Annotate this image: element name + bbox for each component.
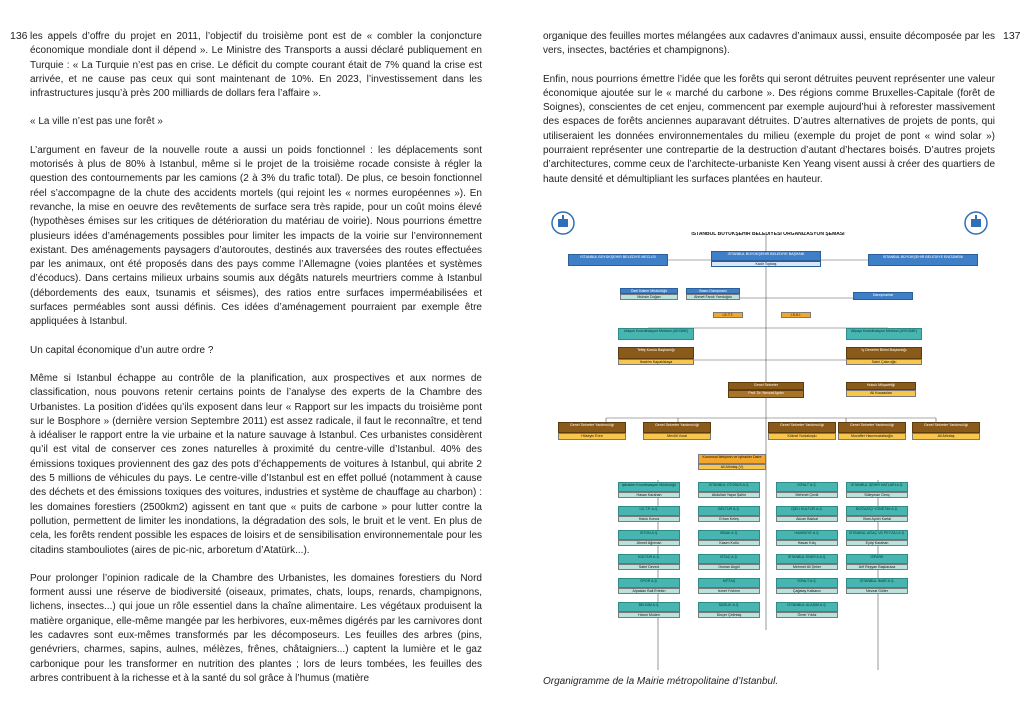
company-head-name: Hasan Kılıç <box>776 540 838 546</box>
ic-denetim-name: Sabri Çakıroğlu <box>846 359 922 365</box>
genel-sekreter-name: Prof. Dr. Nevzat Aydın <box>728 390 804 398</box>
ic-denetim-box: İç Denetim Birimi Başkanlığı <box>846 347 922 359</box>
company-name-box: HAMİDİYE A.Ş. <box>776 530 838 540</box>
company-head-name: Çağatay Kalkancı <box>776 588 838 594</box>
org-chart-connectors <box>548 210 991 670</box>
yardimci-3-box: Genel Sekreter Yardımcılığı <box>768 422 836 433</box>
company-head-name: Erhan Keleş <box>698 516 760 522</box>
basin-box: Basın Danışmanı <box>686 288 740 294</box>
company-name-box: İ.D.T.P. A.Ş. <box>618 506 680 516</box>
company-name-box: BELTUR A.Ş. <box>698 506 760 516</box>
yardimci-1-box: Genel Sekreter Yardımcılığı <box>558 422 626 433</box>
yardimci-2-name: Mevlüt Vural <box>643 433 711 440</box>
paragraph: Enfin, nous pourrions émettre l’idée que les forêts qui seront détruites peuvent représenter une valeur économique ajoutée sur le « marché du carbone ». Des régions comme Bruxelles-Capitale (forêt de Soignes), conscientes de cet enjeu, commencent par exemple aujourd’hui à reforester massivement des espaces de forêts anciennes auparavant détruites. D’autres alternatives de projets de ponts, qui utiliseraient les données environnementales du milieu (exemple du projet de pont « wind solar ») pourraient représenter une contrepartie de la destruction d’autant d’hectares boisés. D’autres projets d’architectures, comme ceux de l’architecte-urbaniste Ken Yeang visent aussi à créer des quartiers de haute densité et démultipliant les surfaces plantées en hauteur. <box>543 73 995 185</box>
yardimci-5-name: Ali Altıntaş <box>912 433 980 440</box>
aykome-box: Altyapı Koordinasyon Merkezi (AYKOME) <box>846 328 922 340</box>
iski-box: İ.S.K.İ. <box>781 312 811 318</box>
section-heading: Un capital économique d’un autre ordre ? <box>30 344 214 356</box>
company-head-name: Harun Muden <box>618 612 680 618</box>
company-head-name: İlhan Aydın Kartal <box>846 516 908 522</box>
company-head-name: Arif Reşyan Başkaraca <box>846 564 908 570</box>
company-name-box: SPOR A.Ş. <box>618 578 680 588</box>
paragraph: L’argument en faveur de la nouvelle route a aussi un poids fonctionnel : les déplacements sont motorisés à plus de 80% à Istanbul, même si le projet de la troisième rocade consiste à régler la question des contournements par les camions (2 à 3% du trafic total). De plus, ce besoin fonctionnel réel s’accompagne de la chute des accidents mortels (qui rejoint les « normes européennes »). En revanche, la mise en oeuvre des revêtements de surface sera très rapide, pour un coût moins élevé (hypothèses émises sur les critiques de détérioration du matériau de voirie). Nous pourrions émettre plusieurs idées d’aménagements possibles pour limiter les impacts de la voirie sur l’environnement existant. Des aménagements paysagers d’autoroutes, destinés aux traversées des routes effectuées par les animaux, ont été proposés dans des pays comme l’Allemagne (voies plantées et systèmes d’écoducs). Dans certains milieux urbains soumis aux dégâts naturels meurtriers comme à Istanbul (débordements des eaux, tsunamis et séismes), des ratios entre surfaces imperméabilisées et surfaces perméables sont aussi définis. Ces idées d’aménagement pourraient par exemple être appliquées à Istanbul. <box>30 144 482 328</box>
company-head-name: Mehmet Çevik <box>776 492 838 498</box>
danisman-box: Danışmanlar <box>853 292 913 300</box>
kurumsal-box: Kurumsal İletişimin ve İştirakler Daire <box>698 454 766 464</box>
right-text-column <box>543 30 995 201</box>
company-head-name: Ömer Yıldız <box>776 612 838 618</box>
company-head-name: Sabri Deveci <box>618 564 680 570</box>
yardimci-4-box: Genel Sekreter Yardımcılığı <box>838 422 906 433</box>
company-head-name: Osman Akgül <box>698 564 760 570</box>
left-page-number: 136 <box>10 30 28 42</box>
ozel-kalem-name: Muhsin Doğan <box>620 294 678 300</box>
paragraph: Pour prolonger l’opinion radicale de la Chambre des Urbanistes, les domaines forestiers du Nord forment aussi une réserve de biodiversité (oiseaux, primates, chats, loups, renards, champignons, lichens, insectes...) qui joue un rôle essentiel dans la chaîne alimentaire. Les végétaux produisent la matière organique, elle-même mangée par les herbivores, eux-mêmes digérés par les carnivores dont les cadavres sont eux-mêmes transformés par les décomposeurs. Les feuilles des arbres (pins, genévriers, charmes, sapins, aulnes, mélèzes, frênes, châtaigniers...) captent la lumière et le gaz carbonique pour les transformer en nutrition des plantes ; lors de leurs tombées, les feuilles des arbres contribuent à la richesse et à la santé du sol grâce à l’humus (matière <box>30 572 482 684</box>
yardimci-2-box: Genel Sekreter Yardımcılığı <box>643 422 711 433</box>
hukuk-box: Hukuk Müşavirliği <box>846 382 916 390</box>
company-head-name: Süleyman Genç <box>846 492 908 498</box>
figure-caption: Organigramme de la Mairie métropolitaine d’Istanbul. <box>543 676 779 687</box>
genel-sekreter-box: Genel Sekreter <box>728 382 804 390</box>
company-head-name: Abdullah Yaşar Şahin <box>698 492 760 498</box>
company-head-name: Dinçer Çetintaş <box>698 612 760 618</box>
basin-name: Ahmet Faruk Yarıdoğdu <box>686 294 740 300</box>
paragraph: les appels d’offre du projet en 2011, l’objectif du troisième pont est de « combler la conjoncture économique mondiale dont il dépend ». Le Ministre des Transports a aussi déclaré publiquement en Turquie : « La Turquie n’est pas en crise. Le déficit du compte courant était de 7% quand la crise est arrivée, et ne cause pas ceux qui sont maintenant de 10%. En 2023, l’investissement dans les infrastructures jusqu’à près 200 milliards de dollars fera l’affaire ». <box>30 31 482 100</box>
yardimci-1-name: Hüseyin Eren <box>558 433 626 440</box>
company-name-box: İştirakler Koordinasyon Müdürlüğü <box>618 482 680 492</box>
company-name-box: İSFALT A.Ş. <box>776 482 838 492</box>
company-name-box: İŞELİ KÜLTÜR A.Ş. <box>776 506 838 516</box>
company-name-box: İSPALT A.Ş. <box>776 578 838 588</box>
company-name-box: BOĞAZİÇİ YÖNETİM A.Ş. <box>846 506 908 516</box>
company-head-name: Eyüp Karahan <box>846 540 908 546</box>
company-name-box: KÜLTÜR A.Ş. <box>618 554 680 564</box>
hukuk-name: Ali Kocaaslan <box>846 390 916 397</box>
company-head-name: Nevzat Gülter <box>846 588 908 594</box>
company-name-box: SAĞLIK A.Ş. <box>698 602 760 612</box>
kurumsal-name: Ali Altıntaş (V) <box>698 464 766 470</box>
ibb-logo-right-icon <box>963 210 989 236</box>
right-page-number: 137 <box>1003 30 1021 42</box>
company-head-name: Haluk Konca <box>618 516 680 522</box>
org-chart <box>548 210 991 670</box>
company-head-name: İsmet Yıldırım <box>698 588 760 594</box>
company-name-box: İSTANBUL ŞEHİR HATLARI A.Ş. <box>846 482 908 492</box>
company-name-box: İSTANBUL ENERJİ A.Ş. <box>776 554 838 564</box>
iett-box: İ.E.T.T. <box>713 312 743 318</box>
company-name-box: İSTANBUL AĞAÇ VE PEYZAJ A.Ş. <box>846 530 908 540</box>
section-heading: « La ville n’est pas une forêt » <box>30 116 163 128</box>
ukome-box: Ulaşım Koordinasyon Merkezi (UKOME) <box>618 328 694 340</box>
baskan-name: Kadir Topbaş <box>711 261 821 267</box>
company-head-name: Ahmet Ağırman <box>618 540 680 546</box>
meclis-box: İSTANBUL BÜYÜKŞEHİR BELEDİYE MECLİSİ <box>568 254 668 266</box>
paragraph: organique des feuilles mortes mélangées aux cadavres d’animaux aussi, ensuite décomposée par les vers, insectes, bactéries et champignons). <box>543 31 995 57</box>
baskan-box: İSTANBUL BÜYÜKŞEHİR BELEDİYE BAŞKANI <box>711 251 821 261</box>
encumen-box: İSTANBUL BÜYÜKŞEHİR BELEDİYE ENCÜMENİ <box>868 254 978 266</box>
ibb-logo-left-icon <box>550 210 576 236</box>
company-name-box: İSTANBUL İMAR A.Ş. <box>846 578 908 588</box>
company-name-box: İSTAÇ A.Ş. <box>698 554 760 564</box>
company-head-name: Mehmet Ali Şeker <box>776 564 838 570</box>
yardimci-4-name: Muzaffer Hacımustafaoğlu <box>838 433 906 440</box>
paragraph: Même si Istanbul échappe au contrôle de la planification, aux prospectives et aux normes de classification, nous pouvons retenir certains points de l’analyse des experts de la Chambre des Urbanistes. La position d’idées qu’ils exposent dans leur « Rapport sur les impacts du troisième pont sur le Bosphore » (dernière version Septembre 2011) est assez radicale, il faut le reconnaître, et tend à idéaliser le rapport entre la vie urbaine et la nature sauvage à Istanbul. Ces urbanistes considèrent qu’il est vital de conserver ces zones naturelles à proximité du centre-ville d’Istanbul. 40% des émissions toxiques proviennent des gaz des pots d’échappements de voitures à Istanbul, qui abrite 2 des 5 millions de véhicules du pays. Le centre-ville d’Istanbul est en effet pollué (notamment à cause des déchets et des émissions toxiques des voitures, industries et système de chauffage au charbon) : les domaines forestiers (2500km2) agissent en tant que « puits de carbone » pour lutter contre la pollution, permettent de limiter les inondations, la dégradation des sols, le bruit et le vent. En plus de cela, les forêts rendent possible les espaces de loisirs et de sensibilisation environnementale pour les citadins stambouliotes (aires de pic-nic, arboretum d’Atatürk...). <box>30 372 482 556</box>
company-name-box: BELBİM A.Ş. <box>618 602 680 612</box>
company-name-box: İSPARK <box>846 554 908 564</box>
teftis-box: Teftiş Kurulu Başkanlığı <box>618 347 694 359</box>
yardimci-3-name: Kükrat Yurdakoşlu <box>768 433 836 440</box>
yardimci-5-box: Genel Sekreter Yardımcılığı <box>912 422 980 433</box>
company-head-name: Kasım Kutlu <box>698 540 760 546</box>
left-text-column <box>30 30 482 700</box>
company-name-box: İSTANBUL ULAŞIM A.Ş. <box>776 602 838 612</box>
company-head-name: Hasan Karahan <box>618 492 680 498</box>
org-chart-title: İSTANBUL BÜYÜKŞEHİR BELEDİYESİ ORGANİZASYON ŞEMASI <box>691 232 845 237</box>
company-name-box: İSTANBUL OTOBÜS A.Ş. <box>698 482 760 492</box>
company-head-name: Alpaslan Bali Ertekin <box>618 588 680 594</box>
ozel-kalem-box: Özel Kalem Müdürlüğü <box>620 288 678 294</box>
company-name-box: İSBAK A.Ş. <box>698 530 760 540</box>
company-name-box: KİPTAŞ <box>698 578 760 588</box>
company-name-box: İSTON A.Ş. <box>618 530 680 540</box>
company-head-name: Akcan Bakkal <box>776 516 838 522</box>
teftis-name: İbrahim Kapaklıkaya <box>618 359 694 365</box>
